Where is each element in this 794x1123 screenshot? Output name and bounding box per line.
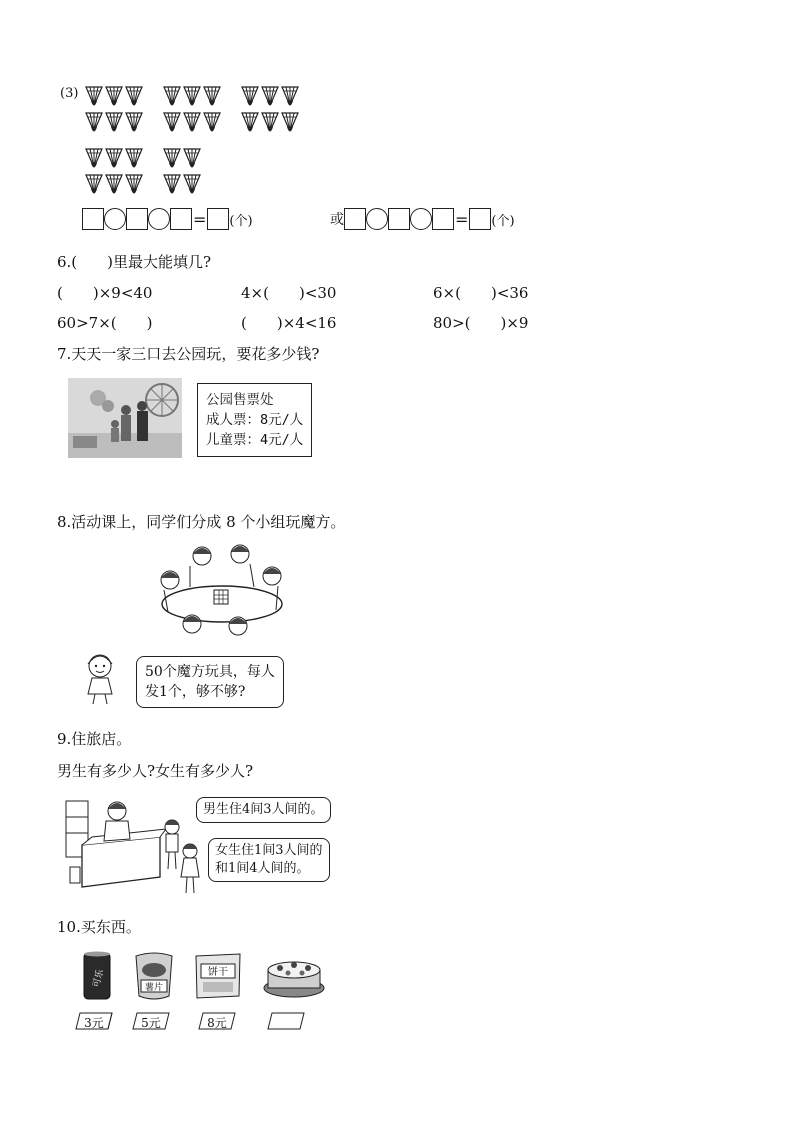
hotel-reception-illustration — [62, 797, 202, 897]
shuttlecock-icon — [162, 112, 182, 134]
speech-bubble-girls — [208, 838, 330, 882]
biscuit-label: 饼干 — [208, 967, 228, 978]
question-6-title: 6.( )里最大能填几? — [57, 253, 212, 271]
question-8-title: 8.活动课上，同学们分成 8 个小组玩魔方。 — [57, 513, 346, 531]
shuttlecock-icon — [84, 148, 104, 170]
girls-room-text-2: 和1间4人间的。 — [215, 861, 310, 876]
q6-blank-4[interactable]: 60>7×( ) — [57, 314, 153, 332]
answer-box[interactable] — [126, 208, 148, 230]
answer-box[interactable] — [388, 208, 410, 230]
adult-ticket-price: 成人票：8元/人 — [206, 412, 304, 428]
operator-circle[interactable] — [148, 208, 170, 230]
answer-box[interactable] — [170, 208, 192, 230]
equation-template-1 — [82, 208, 253, 230]
shuttlecock-icon — [104, 174, 124, 196]
ticket-price-sign — [197, 383, 312, 457]
answer-box[interactable] — [82, 208, 104, 230]
svg-text:可乐: 可乐 — [91, 968, 107, 989]
speech-bubble-rubiks — [136, 656, 284, 708]
biscuit-pack-icon — [193, 950, 243, 1002]
price-tag-chips — [131, 1012, 171, 1030]
equals-sign: = — [455, 209, 469, 229]
shuttlecock-icon — [260, 86, 280, 108]
question-10-title: 10.买东西。 — [57, 918, 141, 936]
shuttlecock-icon — [240, 112, 260, 134]
shuttlecock-icon — [280, 86, 300, 108]
shuttlecock-icon — [202, 112, 222, 134]
price-tag-cake[interactable] — [266, 1012, 306, 1030]
q6-blank-3[interactable]: 6×( )<36 — [433, 284, 529, 302]
question-7-title: 7.天天一家三口去公园玩，要花多少钱? — [57, 345, 320, 363]
equation-template-2 — [330, 208, 515, 230]
boys-room-text: 男生住4间3人间的。 — [203, 802, 324, 817]
cola-can-icon — [80, 950, 114, 1002]
speech-bubble-boys — [196, 797, 331, 823]
price-tag-biscuit — [197, 1012, 237, 1030]
shuttlecock-icon — [104, 148, 124, 170]
shuttlecock-icon — [162, 148, 182, 170]
shuttlecock-icon — [240, 86, 260, 108]
shuttlecock-icon — [182, 174, 202, 196]
price-tag-cola — [74, 1012, 114, 1030]
q6-blank-1[interactable]: ( )×9<40 — [57, 284, 153, 302]
operator-circle[interactable] — [104, 208, 126, 230]
equals-sign: = — [193, 209, 207, 229]
shuttlecock-icon — [182, 86, 202, 108]
shuttlecock-icon — [124, 174, 144, 196]
shuttlecock-icon — [124, 86, 144, 108]
price-biscuit: 8元 — [207, 1016, 227, 1030]
answer-box[interactable] — [432, 208, 454, 230]
price-cola: 3元 — [84, 1016, 104, 1030]
bubble-line-1: 50个魔方玩具，每人 — [145, 664, 275, 680]
or-label: 或 — [330, 212, 344, 228]
shuttlecock-icon — [182, 148, 202, 170]
answer-box[interactable] — [207, 208, 229, 230]
shuttlecock-icon — [124, 112, 144, 134]
q6-blank-5[interactable]: ( )×4<16 — [241, 314, 337, 332]
chips-label: 薯片 — [144, 983, 164, 993]
shuttlecock-icon — [260, 112, 280, 134]
shuttlecock-icon — [104, 112, 124, 134]
students-rubiks-cube-illustration — [150, 542, 295, 642]
operator-circle[interactable] — [366, 208, 388, 230]
family-park-illustration — [68, 378, 182, 458]
shuttlecock-icon — [104, 86, 124, 108]
shuttlecock-icon — [162, 174, 182, 196]
unit-label: (个) — [229, 213, 253, 229]
bubble-line-2: 发1个，够不够? — [145, 684, 246, 700]
price-chips: 5元 — [141, 1016, 161, 1030]
question-9-question: 男生有多少人?女生有多少人? — [57, 762, 254, 780]
shuttlecock-icon — [84, 174, 104, 196]
shuttlecock-icon — [162, 86, 182, 108]
shuttlecock-icon — [182, 112, 202, 134]
q6-blank-6[interactable]: 80>( )×9 — [433, 314, 529, 332]
girl-cartoon-icon — [80, 650, 120, 706]
answer-box[interactable] — [469, 208, 491, 230]
shuttlecock-icon — [124, 148, 144, 170]
girls-room-text-1: 女生住1间3人间的 — [215, 843, 323, 858]
cake-icon — [262, 954, 326, 1000]
shuttlecock-icon — [202, 86, 222, 108]
question-3-number: (3) — [60, 86, 79, 101]
operator-circle[interactable] — [410, 208, 432, 230]
shuttlecock-icon — [280, 112, 300, 134]
q6-blank-2[interactable]: 4×( )<30 — [241, 284, 337, 302]
shuttlecock-icon — [84, 86, 104, 108]
sign-title: 公园售票处 — [206, 392, 274, 408]
chips-bag-icon — [132, 950, 176, 1002]
child-ticket-price: 儿童票：4元/人 — [206, 432, 304, 448]
question-9-title: 9.住旅店。 — [57, 730, 132, 748]
shuttlecock-icon — [84, 112, 104, 134]
unit-label: (个) — [491, 213, 515, 229]
answer-box[interactable] — [344, 208, 366, 230]
